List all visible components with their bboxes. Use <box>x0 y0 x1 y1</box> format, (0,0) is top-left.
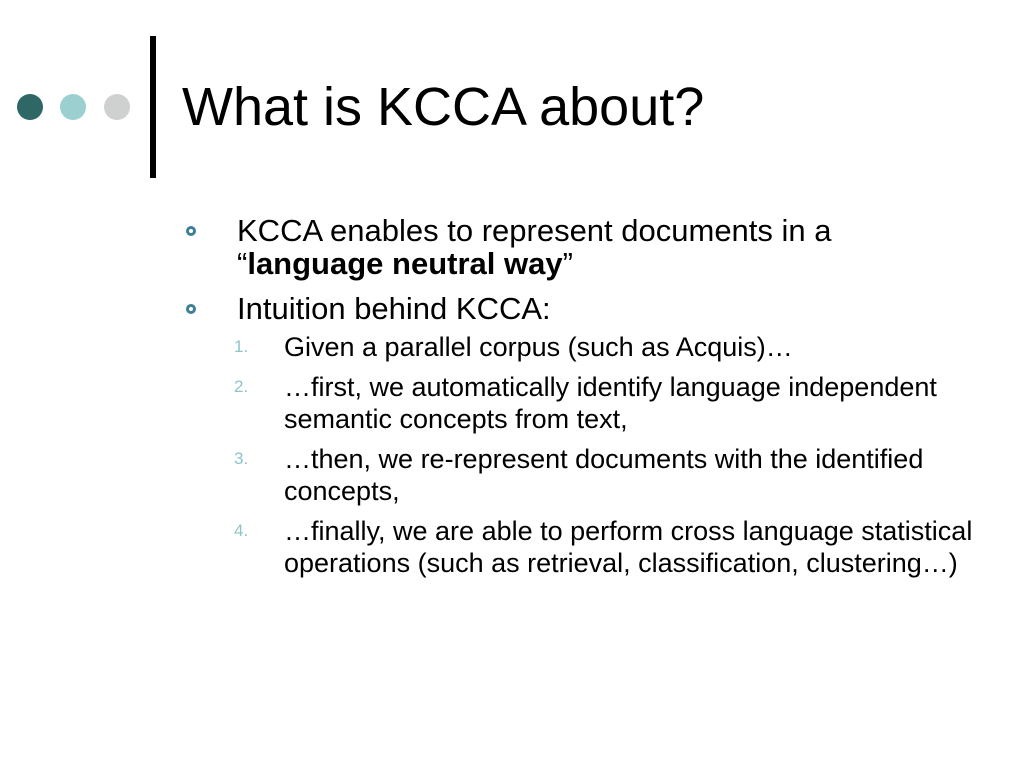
ring-bullet-icon <box>186 304 196 314</box>
item-number: 3. <box>234 449 249 468</box>
bullet-item <box>182 214 982 280</box>
decor-dot-light-teal <box>60 94 86 120</box>
item-number: 1. <box>234 337 249 356</box>
bullet-text: KCCA enables to represent documents in a “ <box>237 213 832 281</box>
numbered-item <box>182 331 982 363</box>
decor-dot-dark <box>17 94 43 120</box>
decor-dot-grey <box>104 94 130 120</box>
numbered-item <box>182 443 982 507</box>
item-text: …first, we automatically identify language independent semantic concepts from text, <box>284 372 937 434</box>
slide-body <box>182 214 982 587</box>
item-number: 2. <box>234 377 249 396</box>
item-text: …finally, we are able to perform cross language statistical operations (such as retrieval, classification, clustering…) <box>284 516 973 578</box>
item-text: Given a parallel corpus (such as Acquis)… <box>284 332 793 362</box>
bullet-emphasis: language neutral way <box>247 246 563 281</box>
numbered-item <box>182 371 982 435</box>
slide-title: What is KCCA about? <box>182 77 705 137</box>
bullet-item <box>182 292 982 325</box>
item-number: 4. <box>234 521 249 540</box>
item-text: …then, we re-represent documents with the identified concepts, <box>284 444 924 506</box>
numbered-item <box>182 515 982 579</box>
ring-bullet-icon <box>186 226 196 236</box>
bullet-text: Intuition behind KCCA: <box>237 291 551 326</box>
bullet-text-end: ” <box>562 246 573 281</box>
numbered-list <box>182 331 982 579</box>
title-divider <box>150 36 156 178</box>
